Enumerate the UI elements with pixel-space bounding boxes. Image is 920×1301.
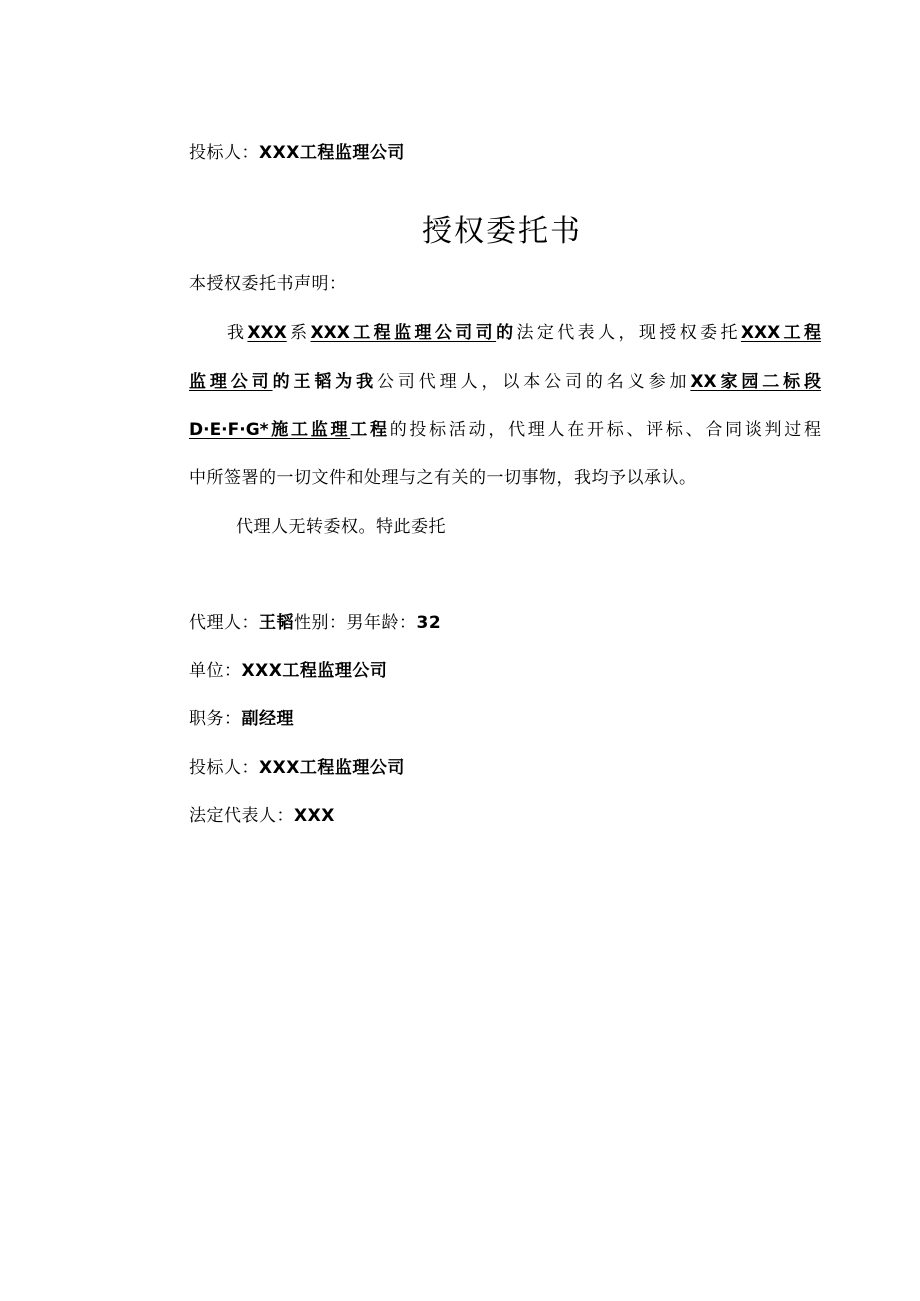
legal-rep-value: XXX (294, 806, 335, 826)
unit-line: 单位：XXX工程监理公司 (189, 661, 388, 681)
body-line-2: 监理公司的王韬为我公司代理人，以本公司的名义参加XX家园二标段 (189, 372, 822, 392)
unit-value: XXX工程监理公司 (241, 661, 388, 681)
header-bidder-line (189, 141, 405, 165)
body-line-1: 我XXX系XXX工程监理公司司的法定代表人，现授权委托XXX工程 (227, 323, 822, 343)
agent-line: 代理人：王韬性别：男年龄：32 (189, 613, 442, 633)
agent-age: 32 (416, 613, 442, 633)
agent-gender: 男 (346, 613, 364, 633)
document-title: 授权委托书 (422, 214, 582, 249)
body-line-5: 代理人无转委权。特此委托 (236, 517, 446, 537)
agent-name: 王韬 (259, 613, 294, 633)
intro-line: 本授权委托书声明： (189, 274, 347, 294)
position-value: 副经理 (241, 709, 294, 729)
body-line-4: 中所签署的一切文件和处理与之有关的一切事物，我均予以承认。 (189, 468, 697, 488)
body-line-3: D·E·F·G*施工监理工程的投标活动，代理人在开标、评标、合同谈判过程 (189, 420, 822, 440)
project-name-part2: D·E·F·G*施工监理 (189, 420, 351, 440)
principal-company: XXX工程监理公司司 (310, 323, 497, 343)
legal-rep-line: 法定代表人：XXX (189, 806, 335, 826)
agent-company-part2: 监理公司 (189, 372, 273, 392)
agent-assignment: 的王韬为我 (272, 372, 378, 392)
agent-company-part1: XXX工程 (740, 323, 822, 343)
bidder2-value: XXX工程监理公司 (259, 758, 405, 778)
principal-name: XXX (247, 323, 287, 343)
bidder-label: 投标人： (189, 143, 259, 163)
project-name-part1: XX家园二标段 (690, 372, 822, 392)
position-line: 职务：副经理 (189, 709, 294, 729)
bidder-value: XXX工程监理公司 (259, 143, 405, 163)
bidder-line-2: 投标人：XXX工程监理公司 (189, 758, 405, 778)
